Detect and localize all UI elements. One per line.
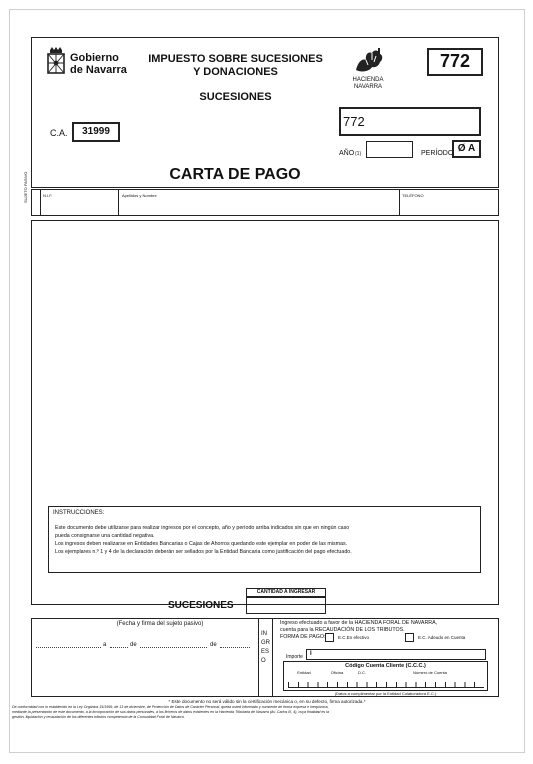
date-a: a [103, 642, 107, 648]
ccc-digit-ticks[interactable] [288, 682, 484, 688]
ec-adeudo-label: E.C. Adeudo en Cuenta [418, 635, 466, 640]
tax-title-line3: SUCESIONES [199, 91, 272, 103]
ec-efectivo-checkbox[interactable] [325, 633, 334, 642]
ident-divider-2 [118, 189, 119, 216]
sign-label: (Fecha y firma del sujeto pasivo) [116, 621, 204, 627]
ccc-title: Código Cuenta Cliente (C.C.C.) [345, 663, 426, 669]
bank-text-1: Ingreso efectuado a favor de la HACIENDA FORAL DE NAVARRA, [280, 620, 438, 626]
document-page [9, 9, 525, 753]
date-de-1: de [130, 642, 137, 648]
period-label: PERÍODO [421, 150, 454, 157]
instructions-box [48, 506, 481, 573]
bank-divider [258, 618, 259, 697]
tax-title-line1: IMPUESTO SOBRE SUCESIONES [148, 53, 323, 65]
ingreso-divider [272, 618, 273, 697]
hacienda-name-line2: NAVARRA [353, 84, 383, 90]
year-label: AÑO [339, 150, 355, 157]
ccc-cuenta: Número de Cuenta [413, 670, 447, 675]
section-label: SUCESIONES [168, 600, 234, 611]
coat-of-arms-icon [45, 47, 67, 75]
date-place-line [36, 647, 101, 648]
instructions-line3: Los ingresos deben realizarse en Entidades Bancarias o Cajas de Ahorros quedando este ejemplar en poder de las mismas. [55, 541, 348, 547]
date-month-line [140, 647, 207, 648]
ccc-dc: D.C. [358, 670, 366, 675]
year-input[interactable] [366, 141, 413, 158]
ident-divider-3 [399, 189, 400, 216]
instructions-line2: pueda consignarse una cantidad negativa. [55, 533, 155, 539]
gov-name-line2: de Navarra [70, 64, 127, 76]
ccc-note: (Datos a cumplimentar por la Entidad Colaboradora E.C.) [334, 691, 437, 696]
ccc-entidad: Entidad [297, 670, 311, 675]
ident-side-label: SUJETO PASIVO [23, 171, 28, 203]
page-title: CARTA DE PAGO [169, 166, 301, 183]
period-value: Ø A [457, 143, 476, 154]
tax-title-line2: Y DONACIONES [193, 66, 278, 78]
footer-legal-2: mediante la presentación de este documento, a la incorporación de sus datos personales, a los ficheros de datos existentes en la Hacienda Tributaria de Navarra (Av. Carlos III, 4), cuya finalidad es la [12, 710, 330, 714]
nif-label: N.I.F. [43, 193, 53, 198]
year-note: (1) [355, 151, 362, 157]
ec-adeudo-checkbox[interactable] [405, 633, 414, 642]
bank-text-2: cuenta para la RECAUDACIÓN DE LOS TRIBUTOS. [280, 627, 405, 633]
amount-input[interactable] [246, 597, 326, 614]
ec-efectivo-label: E.C.En efectivo [338, 635, 370, 640]
importe-input[interactable] [306, 649, 486, 660]
importe-value: I [310, 651, 312, 657]
forma-pago-label: FORMA DE PAGO: [280, 634, 326, 640]
instructions-line4: Los ejemplares n.º 1 y 4 de la declaración deberán ser sellados por la Entidad Bancaria como justificación del pago efectuado. [55, 549, 352, 555]
importe-label: Importe [286, 654, 303, 660]
ca-label: C.A. [50, 128, 68, 138]
ident-divider-1 [40, 189, 41, 216]
hacienda-logo-icon [352, 48, 386, 74]
model-field-value: 772 [343, 114, 365, 129]
phone-label: TELÉFONO [402, 193, 424, 198]
instructions-title: INSTRUCCIONES: [53, 510, 105, 516]
footer-legal-1: De conformidad con lo establecido en la Ley Orgánica 15/1999, de 13 de diciembre, de Protección de Datos de Carácter Personal, queda usted informado y consiente de forma expresa e inequívoca, [12, 705, 329, 709]
ccc-oficina: Oficina [330, 670, 344, 675]
ca-value: 31999 [82, 126, 110, 137]
ident-row [31, 189, 499, 216]
amount-label: CANTIDAD A INGRESAR [256, 589, 316, 595]
model-number: 772 [439, 51, 471, 71]
footer-note: * Este documento no será válido sin la certificación mecánica o, en su defecto, firma autorizada.* [168, 699, 366, 704]
gov-name-line1: Gobierno [70, 52, 119, 64]
footer-legal-3: gestión, liquidación y recaudación de los diferentes tributos competencia de la Comunidad Foral de Navarra. [12, 715, 185, 719]
date-de-2: de [210, 642, 217, 648]
date-day-line [110, 647, 128, 648]
date-year-line [220, 647, 250, 648]
ingreso-vertical-label: INGRESO [261, 631, 270, 664]
name-label: Apellidos y Nombre [122, 193, 157, 198]
instructions-line1: Este documento debe utilizarse para realizar ingresos por el concepto, año y período arriba indicados sin que en ningún caso [55, 525, 350, 531]
hacienda-name-line1: HACIENDA [352, 77, 384, 83]
